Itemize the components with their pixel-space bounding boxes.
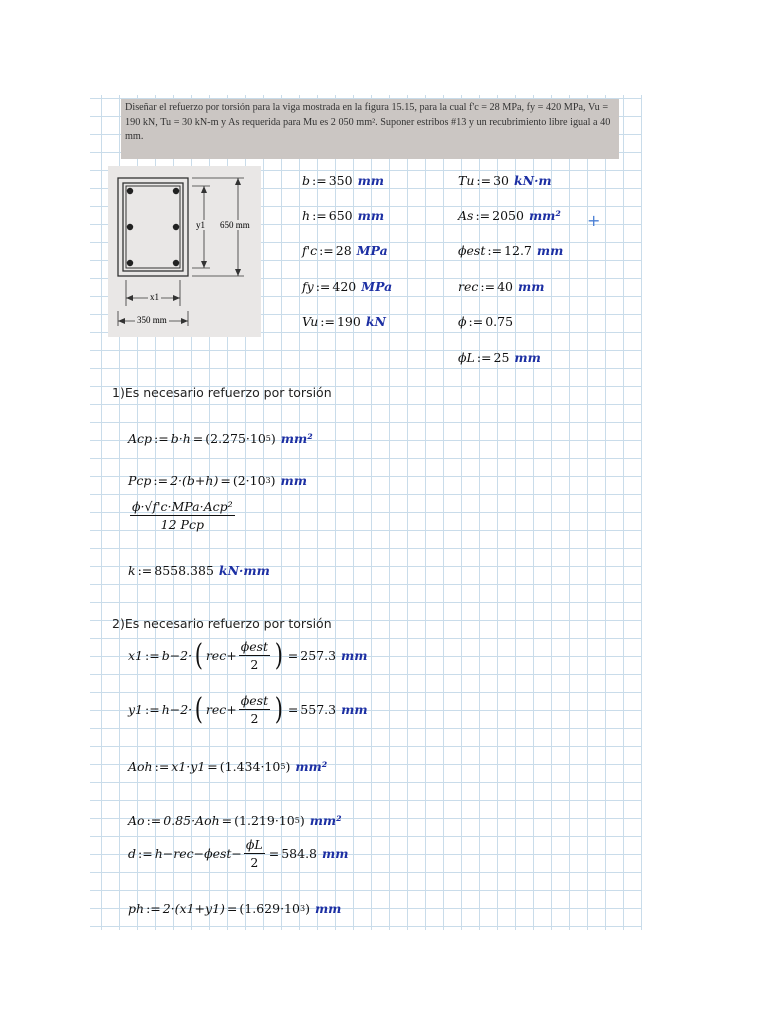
input-fc[interactable]: f'c := 28 MPa xyxy=(302,243,388,258)
input-rec[interactable]: rec := 40 mm xyxy=(458,279,545,294)
input-fy[interactable]: fy := 420 MPa xyxy=(302,279,393,294)
crosshair-cursor-icon: + xyxy=(587,211,601,230)
calc-pcp[interactable]: Pcp := 2·(b+h) = ( 2·10 3 ) mm xyxy=(128,473,307,488)
x1-label: x1 xyxy=(150,292,159,302)
calc-k[interactable]: k := 8558.385 kN·mm xyxy=(128,563,270,578)
width-label: 350 mm xyxy=(137,315,167,325)
beam-section-drawing xyxy=(108,166,261,337)
input-phi-l[interactable]: ϕL := 25 mm xyxy=(458,350,541,365)
input-tu[interactable]: Tu := 30 kN·m xyxy=(458,173,552,188)
calc-d[interactable]: d := h−rec−ϕest− $\frac{\phi L}{2}$ = 584.8 mm xyxy=(128,837,349,870)
y1-label: y1 xyxy=(196,220,205,230)
input-as[interactable]: As := 2050 mm² xyxy=(458,208,561,223)
tcr-expression[interactable] xyxy=(128,499,237,532)
tcr-numerator: ϕ·√f'c·MPa·Acp² xyxy=(132,499,233,514)
section1-heading: 1)Es necesario refuerzo por torsión xyxy=(112,385,332,400)
input-h[interactable]: h := 650 mm xyxy=(302,208,385,223)
calc-ao[interactable]: Ao := 0.85·Aoh = ( 1.219·10 5 ) mm² xyxy=(128,813,342,828)
calc-ph[interactable]: ph := 2·(x1+y1) = ( 1.629·10 3 ) mm xyxy=(128,901,342,916)
calc-x1[interactable]: x1 := b−2· ( rec+ $\frac{\text{ϕest}}{2}$ ) = 257.3 mm xyxy=(128,637,368,673)
input-vu[interactable]: Vu := 190 kN xyxy=(302,314,386,329)
input-phi-est[interactable]: ϕest := 12.7 mm xyxy=(458,243,564,258)
calc-aoh[interactable]: Aoh := x1·y1 = ( 1.434·10 5 ) mm² xyxy=(128,759,328,774)
input-b[interactable]: b := 350 mm xyxy=(302,173,385,188)
worksheet[interactable] xyxy=(90,95,642,930)
beam-section-figure xyxy=(108,166,261,337)
input-phi[interactable]: ϕ := 0.75 xyxy=(458,314,514,329)
calc-acp[interactable]: Acp := b·h = ( 2.275·10 5 ) mm² xyxy=(128,431,313,446)
tcr-denominator: 12 Pcp xyxy=(160,517,204,532)
problem-text: Diseñar el refuerzo por torsión para la viga mostrada en la figura 15.15, para la cual f'c = 28 MPa, fy = 420 MPa, Vu = 190 kN, Tu = 30 kN-m y As requerida para Mu es 2 050 mm². Suponer estribos #13 y un recubrimiento libre igual a 40 mm. xyxy=(125,102,611,142)
section2-heading: 2)Es necesario refuerzo por torsión xyxy=(112,616,332,631)
height-label: 650 mm xyxy=(220,220,250,230)
calc-y1[interactable]: y1 := h−2· ( rec+ $\frac{\text{ϕest}}{2}$ ) = 557.3 mm xyxy=(128,691,368,727)
problem-statement xyxy=(121,99,619,159)
